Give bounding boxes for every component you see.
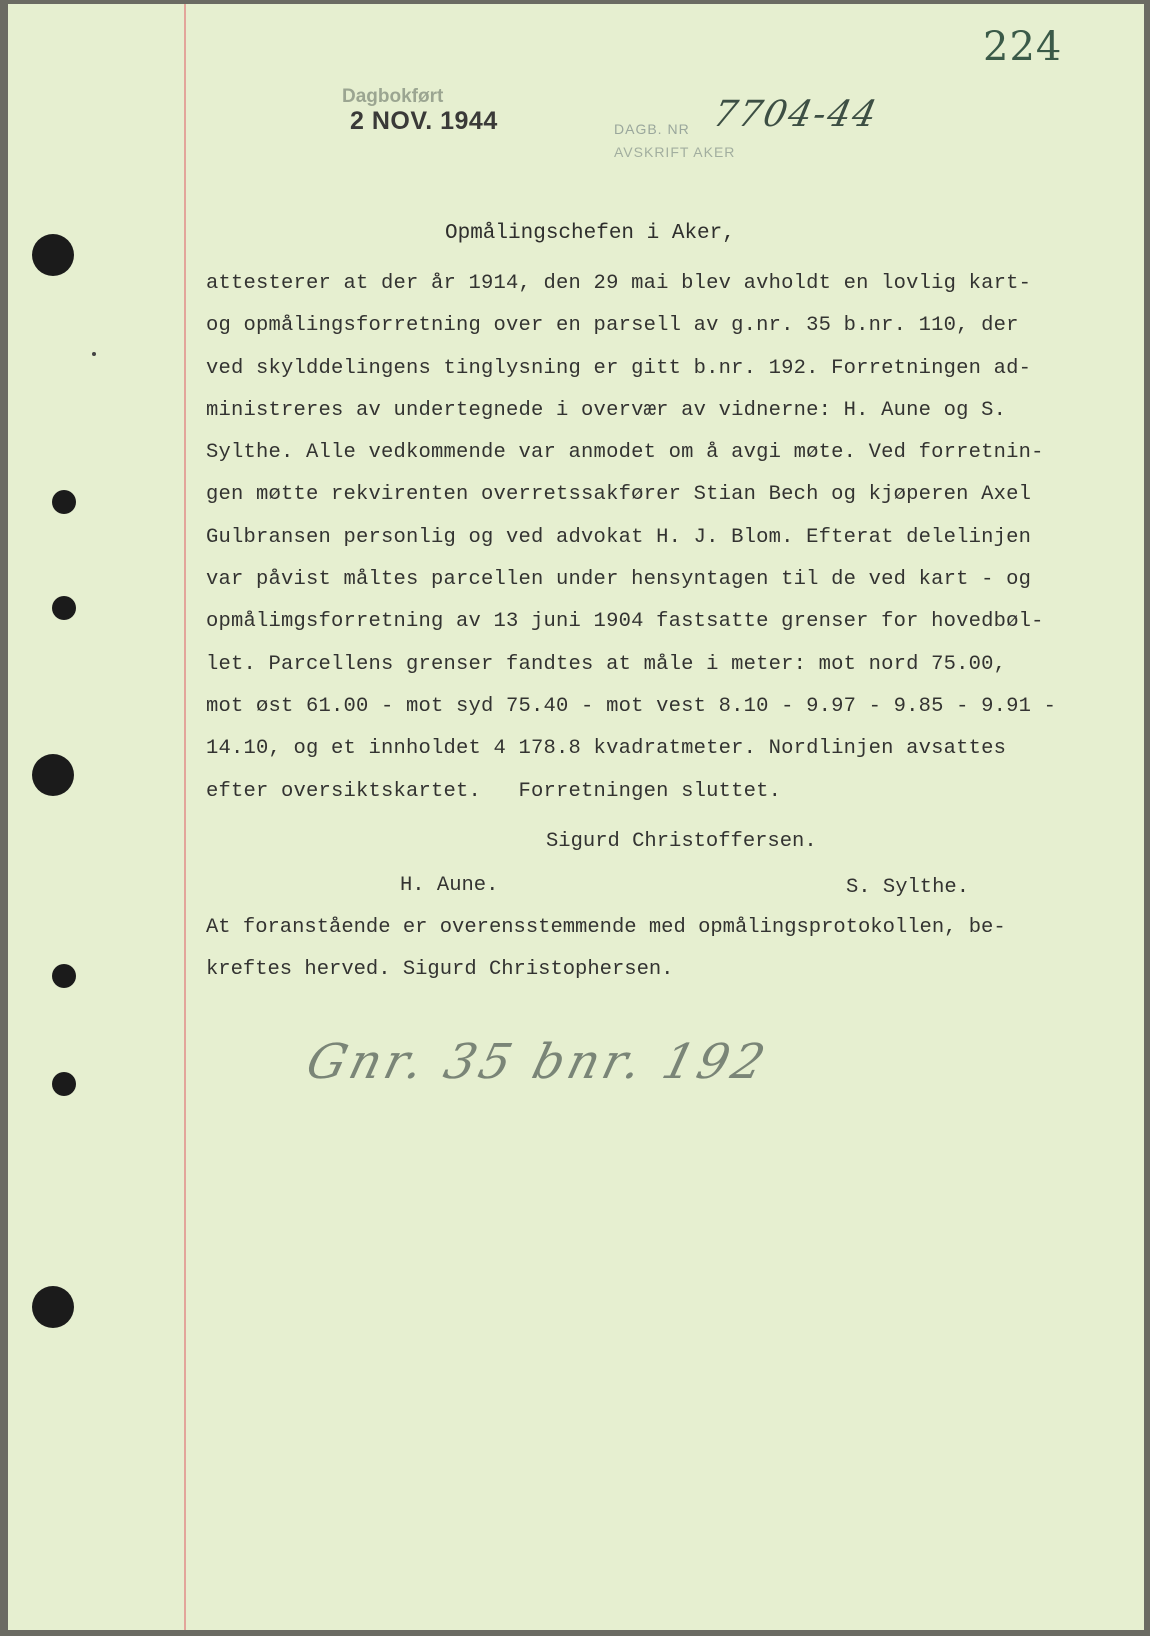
punch-hole: [32, 234, 74, 276]
body-line: Sylthe. Alle vedkommende var anmodet om å avgi møte. Ved forretnin-: [206, 441, 1044, 465]
body-line: efter oversiktskartet. Forretningen sluttet.: [206, 779, 782, 803]
body-line: gen møtte rekvirenten overretssakfører Stian Bech og kjøperen Axel: [206, 483, 1032, 507]
body-line: opmålimgsforretning av 13 juni 1904 fastsatte grenser for hovedbøl-: [206, 610, 1044, 634]
page-number: 224: [983, 24, 1063, 70]
ink-dot: [92, 352, 96, 356]
punch-hole: [32, 1286, 74, 1328]
stamp-dagb-label: DAGB. NR: [614, 121, 690, 137]
signature-witness-1: H. Aune.: [400, 874, 499, 897]
signature-main: Sigurd Christoffersen.: [546, 830, 817, 853]
stamp-avskrift: AVSKRIFT AKER: [614, 144, 736, 160]
document-body: [206, 263, 1106, 813]
stamp-heading: Dagbokført: [342, 86, 444, 107]
confirmation-line: At foranstående er overensstemmende med opmålingsprotokollen, be-: [206, 916, 1006, 939]
punch-hole: [52, 1072, 76, 1096]
stamp-date: 2 NOV. 1944: [350, 107, 498, 135]
body-line: og opmålingsforretning over en parsell av g.nr. 35 b.nr. 110, der: [206, 314, 1019, 338]
body-line: var påvist måltes parcellen under hensyntagen til de ved kart - og: [206, 568, 1032, 592]
handwritten-note: Gnr. 35 bnr. 192: [301, 1034, 775, 1090]
punch-hole: [32, 754, 74, 796]
margin-rule: [184, 4, 186, 1630]
body-line: 14.10, og et innholdet 4 178.8 kvadratmeter. Nordlinjen avsattes: [206, 737, 1007, 761]
body-line: mot øst 61.00 - mot syd 75.40 - mot vest 8.10 - 9.97 - 9.85 - 9.91 -: [206, 694, 1057, 718]
punch-hole: [52, 596, 76, 620]
body-line: ministreres av undertegnede i overvær av vidnerne: H. Aune og S.: [206, 398, 1007, 422]
document-page: [8, 4, 1144, 1630]
document-heading: Opmålingschefen i Aker,: [445, 222, 735, 245]
punch-hole: [52, 964, 76, 988]
body-line: attesterer at der år 1914, den 29 mai blev avholdt en lovlig kart-: [206, 272, 1032, 295]
handwritten-journal-number: 7704-44: [709, 94, 882, 135]
body-line: Gulbransen personlig og ved advokat H. J. Blom. Efterat delelinjen: [206, 525, 1032, 549]
confirmation-line: kreftes herved. Sigurd Christophersen.: [206, 958, 674, 981]
signature-witness-2: S. Sylthe.: [846, 876, 970, 899]
body-line: let. Parcellens grenser fandtes at måle i meter: mot nord 75.00,: [206, 652, 1007, 676]
body-line: ved skylddelingens tinglysning er gitt b.nr. 192. Forretningen ad-: [206, 356, 1032, 380]
punch-hole: [52, 490, 76, 514]
